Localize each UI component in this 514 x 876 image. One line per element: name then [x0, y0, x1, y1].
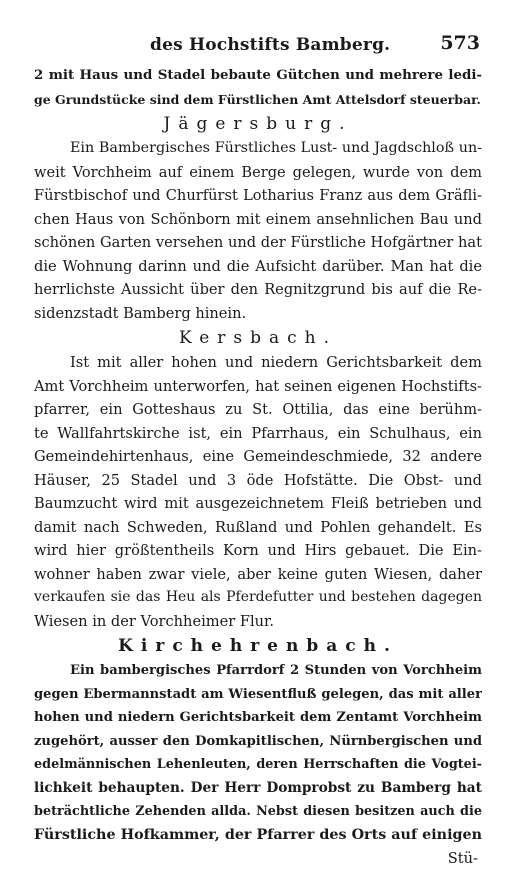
text-line: beträchtliche Zehenden allda. Nebst diesen besitzen auch die [34, 804, 482, 819]
intro-paragraph [34, 64, 482, 111]
text-line: Amt Vorchheim unterworfen, hat seinen eigenen Hochstifts- [34, 377, 482, 395]
section-kersbach [34, 325, 482, 633]
text-line: wird hier größtentheils Korn und Hirs gebauet. Die Ein- [34, 542, 482, 559]
text-line: Ein Bambergisches Fürstliches Lust- und Jagdschloß un- [70, 140, 482, 156]
text-line: gegen Ebermannstadt am Wiesentfluß gelegen, das mit aller [34, 686, 482, 702]
section-title: Kersbach. [178, 328, 338, 348]
text-line: verkaufen sie das Heu als Pferdefutter und bestehen dagegen [34, 589, 482, 605]
section-title: Jägersburg. [163, 114, 353, 134]
text-line: lichkeit behaupten. Der Herr Domprobst zu Bamberg hat [34, 779, 482, 796]
text-line: sidenzstadt Bamberg hinein. [34, 304, 247, 322]
text-line: Fürstliche Hofkammer, der Pfarrer des Orts auf einigen [34, 826, 482, 843]
catchword: Stü- [447, 850, 478, 867]
text-line: te Wallfahrtskirche ist, ein Pfarrhaus, ein Schulhaus, ein [34, 424, 482, 442]
page-number: 573 [440, 32, 480, 54]
text-line: weit Vorchheim auf einem Berge gelegen, wurde von dem [34, 163, 482, 181]
text-line: damit nach Schweden, Rußland und Pohlen gehandelt. Es [34, 518, 482, 536]
text-line: Gemeindehirtenhaus, eine Gemeindeschmiede, 32 andere [34, 448, 482, 465]
section-jaegersburg [34, 111, 482, 325]
text-line: edelmännischen Lehenleuten, deren Herrschaften die Vogtei- [34, 757, 482, 772]
text-line: herrlichste Aussicht über den Regnitzgrund bis auf die Re- [34, 281, 482, 298]
section-kirchehrenbach [34, 633, 482, 847]
running-header [34, 32, 482, 62]
text-line: schönen Garten versehen und der Fürstliche Hofgärtner hat [34, 234, 482, 251]
text-line: Baumzucht wird mit ausgezeichnetem Fleiß betrieben und [34, 495, 482, 512]
text-line: die Wohnung darinn und die Aufsicht darüber. Man hat die [34, 257, 482, 275]
text-line: Wiesen in der Vorchheimer Flur. [34, 612, 275, 630]
text-line: zugehört, ausser den Domkapitlischen, Nürnbergischen und [34, 733, 482, 749]
running-title: des Hochstifts Bamberg. [150, 35, 391, 55]
text-line: Ein bambergisches Pfarrdorf 2 Stunden von Vorchheim [70, 663, 482, 678]
text-line: Ist mit aller hohen und niedern Gerichtsbarkeit dem [70, 354, 482, 371]
text-line: 2 mit Haus und Stadel bebaute Gütchen und mehrere ledi- [34, 67, 482, 83]
text-line: chen Haus von Schönborn mit einem ansehnlichen Bau und [34, 210, 482, 228]
section-title: Kirchehrenbach. [118, 636, 398, 656]
text-line: wohner haben zwar viele, aber keine guten Wiesen, daher [34, 565, 482, 583]
text-line: hohen und niedern Gerichtsbarkeit dem Zentamt Vorchheim [34, 710, 482, 725]
text-line: Fürstbischof und Churfürst Lotharius Franz aus dem Gräfli- [34, 187, 482, 204]
text-line: pfarrer, ein Gotteshaus zu St. Ottilia, das eine berühm- [34, 401, 482, 418]
text-line: ge Grundstücke sind dem Fürstlichen Amt Attelsdorf steuerbar. [34, 91, 481, 107]
text-line: Häuser, 25 Stadel und 3 öde Hofstätte. Die Obst- und [34, 471, 482, 489]
